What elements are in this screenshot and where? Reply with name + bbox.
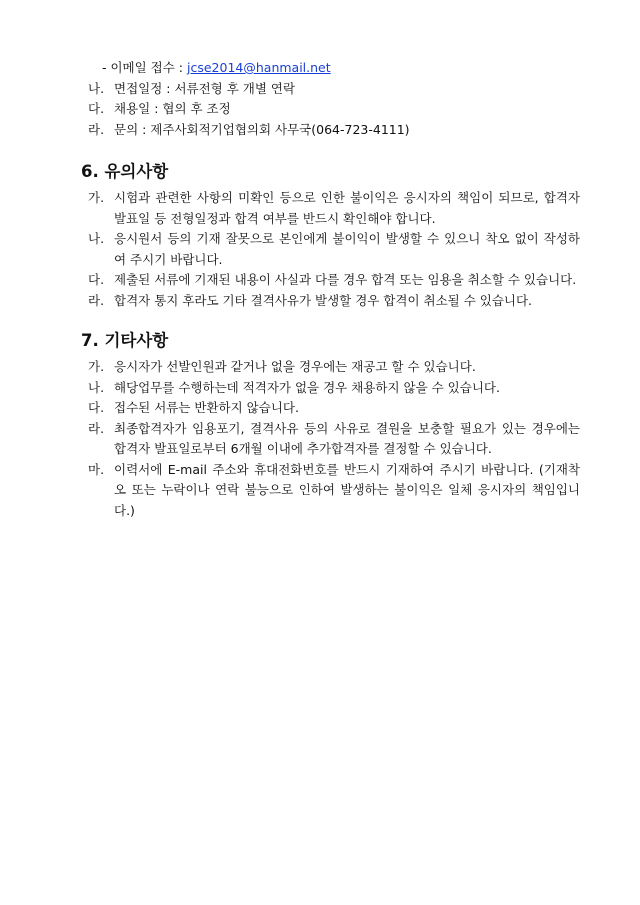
section-6 bbox=[81, 160, 580, 311]
item-text: 합격자 통지 후라도 기타 결격사유가 발생할 경우 합격이 취소될 수 있습니다. bbox=[114, 292, 533, 308]
list-item bbox=[88, 188, 580, 229]
email-label: - 이메일 접수 : bbox=[102, 60, 187, 75]
list-item bbox=[88, 419, 580, 460]
section-title: 6. 유의사항 bbox=[81, 162, 169, 181]
item-marker: 라. bbox=[88, 420, 105, 436]
list-item bbox=[88, 229, 580, 270]
item-text: 응시자가 선발인원과 같거나 없을 경우에는 재공고 할 수 있습니다. bbox=[114, 359, 476, 374]
item-text: 면접일정 : 서류전형 후 개별 연락 bbox=[114, 80, 296, 96]
item-marker: 다. bbox=[88, 101, 105, 116]
item-marker: 다. bbox=[88, 272, 105, 287]
item-marker: 나. bbox=[88, 231, 105, 246]
item-marker: 가. bbox=[88, 190, 105, 205]
list-item bbox=[88, 378, 580, 399]
item-marker: 다. bbox=[88, 400, 105, 415]
item-marker: 라. bbox=[88, 121, 105, 137]
item-marker: 나. bbox=[88, 379, 105, 395]
list-item bbox=[88, 398, 580, 419]
item-text: 이력서에 E-mail 주소와 휴대전화번호를 반드시 기재하여 주시기 바랍니다. (기재착오 또는 누락이나 연락 불능으로 인하여 발생하는 불이익은 일체 응시자의 책임입니다.) bbox=[114, 461, 580, 518]
item-marker: 나. bbox=[88, 80, 105, 96]
item-text: 해당업무를 수행하는데 적격자가 없을 경우 채용하지 않을 수 있습니다. bbox=[114, 379, 500, 395]
section-title: 7. 기타사항 bbox=[81, 331, 169, 350]
list-item bbox=[88, 460, 580, 522]
email-line bbox=[88, 58, 580, 79]
item-text: 접수된 서류는 반환하지 않습니다. bbox=[114, 400, 299, 415]
item-text: 최종합격자가 임용포기, 결격사유 등의 사유로 결원을 보충할 필요가 있는 경우에는 합격자 발표일로부터 6개월 이내에 추가합격자를 결정할 수 있습니다. bbox=[114, 420, 580, 456]
item-text: 문의 : 제주사회적기업협의회 사무국(064-723-4111) bbox=[114, 121, 410, 137]
list-item bbox=[88, 357, 580, 378]
list-item bbox=[88, 99, 580, 120]
item-text: 응시원서 등의 기재 잘못으로 본인에게 불이익이 발생할 수 있으니 착오 없이 작성하여 주시기 바랍니다. bbox=[114, 231, 580, 267]
list-item bbox=[88, 120, 580, 141]
item-text: 제출된 서류에 기재된 내용이 사실과 다를 경우 합격 또는 임용을 취소할 수 있습니다. bbox=[114, 272, 577, 287]
item-text: 채용일 : 협의 후 조정 bbox=[114, 101, 231, 116]
list-item bbox=[88, 291, 580, 312]
list-item bbox=[88, 270, 580, 291]
email-link[interactable]: jcse2014@hanmail.net bbox=[187, 60, 331, 75]
item-marker: 라. bbox=[88, 292, 105, 308]
item-marker: 가. bbox=[88, 359, 105, 374]
item-text: 시험과 관련한 사항의 미확인 등으로 인한 불이익은 응시자의 책임이 되므로, 합격자 발표일 등 전형일정과 합격 여부를 반드시 확인해야 합니다. bbox=[114, 190, 580, 226]
list-item bbox=[88, 79, 580, 100]
item-marker: 마. bbox=[88, 461, 105, 477]
section-7 bbox=[81, 329, 580, 521]
